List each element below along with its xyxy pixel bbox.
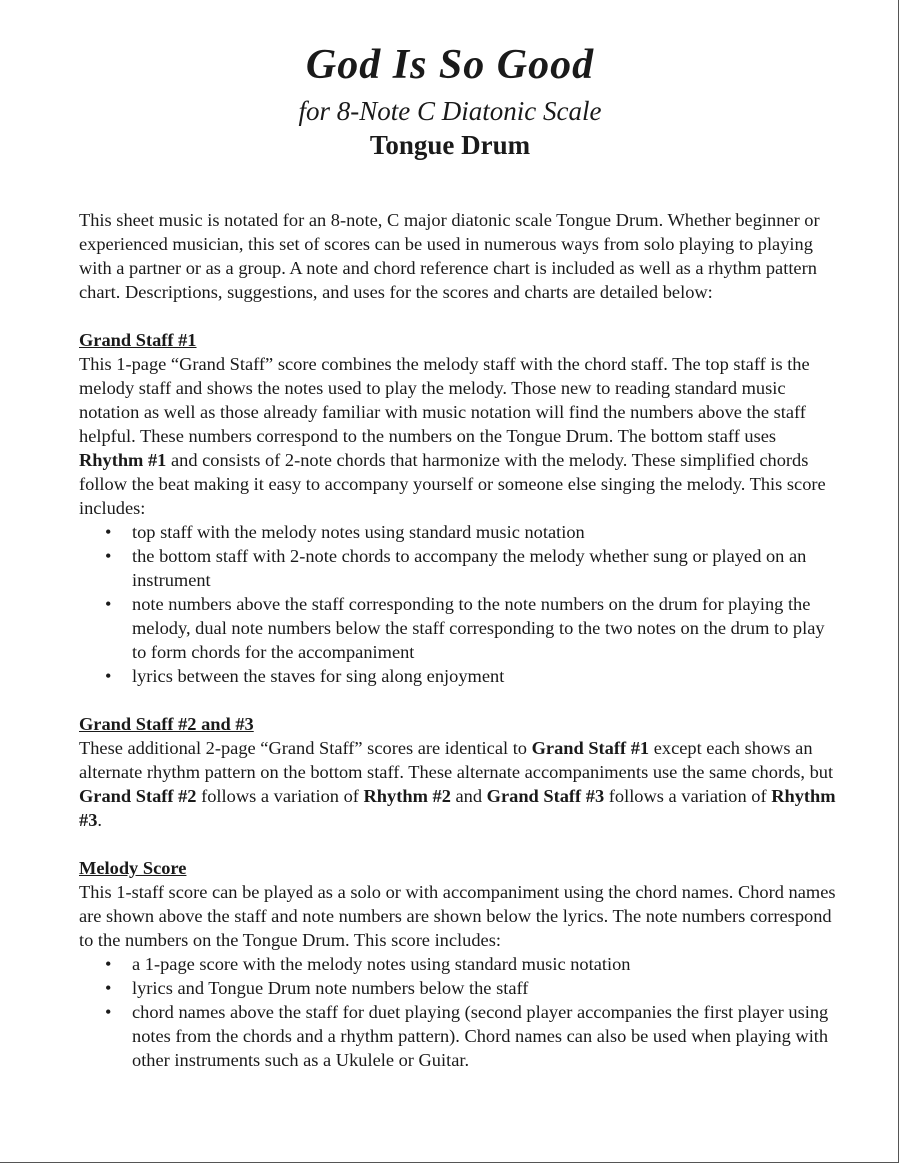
intro-paragraph: This sheet music is notated for an 8-note, C major diatonic scale Tongue Drum. Whether beginner or experienced musician, this set of scores can be used in numerous ways from solo playing to playing with a partner or as a group. A note and chord reference chart is included as well as a rhythm pattern chart. Descriptions, suggestions, and uses for the scores and charts are detailed below: [79,210,820,302]
grand-staff-1-heading: Grand Staff #1 [79,330,197,350]
page-subtitle: for 8-Note C Diatonic Scale [298,96,602,126]
melody-score-section [79,856,839,1072]
grand-staff-1-paragraph: This 1-page “Grand Staff” score combines the melody staff with the chord staff. The top staff is the melody staff and shows the notes used to play the melody. Those new to reading standard music notation as well as those already familiar with music notation will find the numbers above the staff helpful. These numbers correspond to the numbers on the Tongue Drum. The bottom staff uses Rhythm #1 and consists of 2-note chords that harmonize with the melody. These simplified chords follow the beat making it easy to accompany yourself or someone else singing the melody. This score includes: [79,354,826,518]
grand-staff-2-3-paragraph: These additional 2-page “Grand Staff” scores are identical to Grand Staff #1 except each shows an alternate rhythm pattern on the bottom staff. These alternate accompaniments use the same chords, but Grand Staff #2 follows a variation of Rhythm #2 and Grand Staff #3 follows a variation of Rhythm #3. [79,738,836,830]
page-title: God Is So Good [305,42,595,88]
list-item: • lyrics and Tongue Drum note numbers below the staff [79,976,839,1000]
list-item: • the bottom staff with 2-note chords to accompany the melody whether sung or played on an instrument [79,544,839,592]
melody-score-list [79,952,839,1072]
grand-staff-1-section [79,328,839,688]
melody-score-paragraph: This 1-staff score can be played as a solo or with accompaniment using the chord names. Chord names are shown above the staff and note numbers are shown below the lyrics. The note numbers correspond to the numbers on the Tongue Drum. This score includes: [79,882,836,950]
list-item: • lyrics between the staves for sing along enjoyment [79,664,839,688]
instrument-title: Tongue Drum [369,130,531,160]
grand-staff-2-3-heading: Grand Staff #2 and #3 [79,714,254,734]
melody-score-heading: Melody Score [79,858,187,878]
grand-staff-1-list [79,520,839,688]
list-item: • a 1-page score with the melody notes using standard music notation [79,952,839,976]
rhythm-1-ref: Rhythm #1 [79,450,167,470]
list-item: • top staff with the melody notes using standard music notation [79,520,839,544]
list-item: • chord names above the staff for duet playing (second player accompanies the first player using notes from the chords and a rhythm pattern). Chord names can also be used when playing with other instruments such as a Ukulele or Guitar. [79,1000,839,1072]
document-body [79,208,839,1072]
list-item: • note numbers above the staff corresponding to the note numbers on the drum for playing the melody, dual note numbers below the staff corresponding to the two notes on the drum to play to form chords for the accompaniment [79,592,839,664]
grand-staff-2-3-section [79,712,839,832]
